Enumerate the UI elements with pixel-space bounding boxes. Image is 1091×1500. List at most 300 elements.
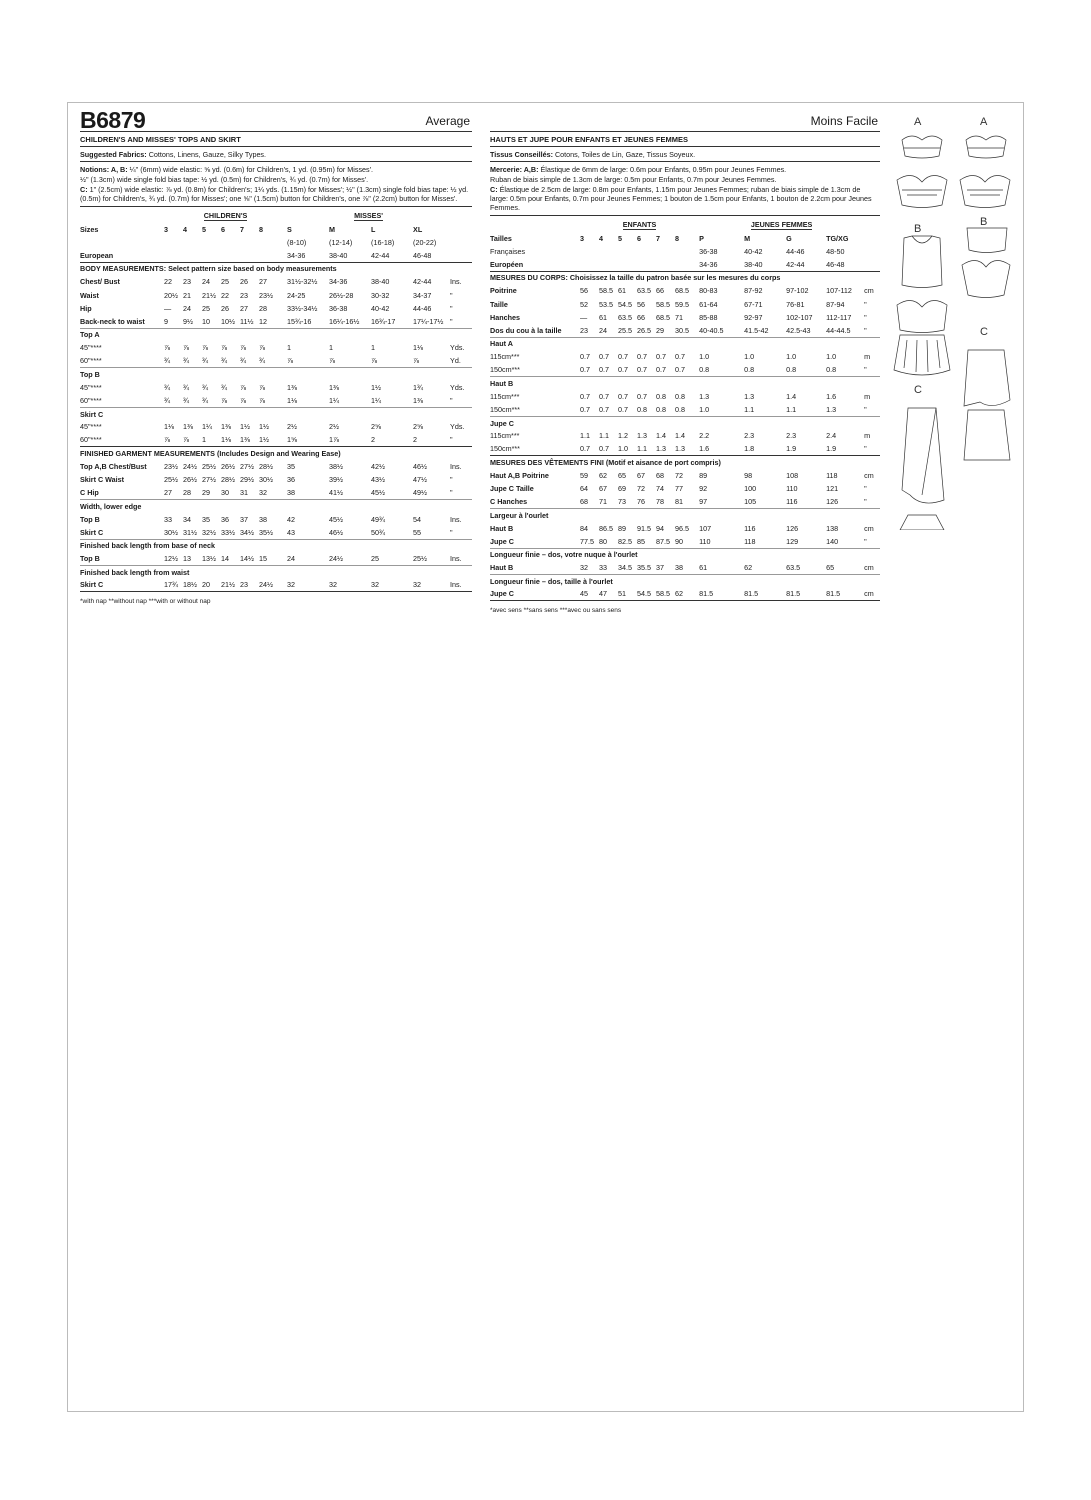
table-row (490, 416, 880, 429)
table-cell: 86.5 (599, 523, 613, 533)
english-header (80, 106, 472, 132)
table-cell: " (864, 325, 867, 335)
table-cell: ⅞ (259, 343, 265, 353)
table-cell: cm (864, 286, 874, 296)
label-b-1: B (914, 223, 922, 235)
table-cell: 2½ (329, 422, 340, 432)
table-cell: 59.5 (675, 299, 689, 309)
table-cell: 30.5 (675, 325, 689, 335)
table-cell: 30 (221, 488, 229, 498)
label-c-1: C (980, 326, 988, 338)
table-cell: 8 (675, 233, 679, 243)
mercerie (490, 165, 880, 216)
table-cell: Yds. (450, 422, 465, 432)
table-row (80, 275, 472, 288)
table-cell: 1.1 (580, 431, 590, 441)
table-cell: ⅞ (240, 382, 246, 392)
table-row (80, 302, 472, 315)
table-cell (599, 245, 618, 258)
table-cell: 11½ (240, 316, 254, 326)
table-cell: 0.7 (580, 444, 590, 454)
table-cell: cm (864, 563, 874, 573)
section-heading: BODY MEASUREMENTS: Select pattern size based on body measurements (80, 262, 472, 275)
row-label: 60"**** (80, 395, 102, 405)
table-cell: " (450, 290, 453, 300)
table-cell: (16-18) (371, 237, 395, 247)
subsection-heading: Haut A (490, 337, 880, 350)
table-cell (580, 258, 599, 271)
table-cell: 2⅝ (371, 422, 382, 432)
table-cell: " (864, 444, 867, 454)
table-cell: 29½ (240, 475, 254, 485)
table-cell: ⅞ (259, 382, 265, 392)
row-label: Back-neck to waist (80, 316, 145, 326)
table-cell: ¾ (202, 382, 208, 392)
table-cell: 0.8 (675, 404, 685, 414)
table-cell: ¾ (202, 395, 208, 405)
table-cell: " (864, 484, 867, 494)
row-label: 60"**** (80, 435, 102, 445)
table-cell: 31½-32½ (287, 277, 318, 287)
table-cell: 81.5 (699, 588, 744, 601)
table-cell: 1½ (240, 422, 250, 432)
table-cell: 1.3 (826, 404, 837, 414)
table-row (80, 552, 472, 565)
table-cell: 90 (675, 536, 683, 546)
table-cell: 17¼-17½ (413, 316, 444, 326)
view-b-tie-top-back-illustration (960, 175, 1010, 207)
table-cell: 54.5 (637, 588, 656, 601)
notions-c-text: 1" (2.5cm) wide elastic: ⅞ yd. (0.8m) for Children's; 1¼ yds. (1.15m) for Misses'; ½" (1.3cm) single fold bias tape: ½ yd. (0.5m) for Children's, ¾ yd. (0.7m) for Misses'; one ⅝" (1.5cm) button for Children's, one ⅞" (2.2cm) button for Misses'. (80, 185, 469, 204)
table-cell (450, 223, 472, 236)
table-cell: — (580, 312, 588, 322)
notions-line-1: ¼" (6mm) wide elastic: ⅝ yd. (0.6m) for Children's, 1 yd. (0.95m) for Misses'. (129, 165, 374, 175)
table-row (490, 495, 880, 508)
table-cell: 1.1 (786, 404, 797, 414)
subsection-heading: Top A (80, 328, 472, 341)
table-cell: m (864, 431, 871, 441)
table-cell: 85-88 (699, 312, 718, 322)
table-cell: 0.7 (618, 352, 628, 362)
row-label (80, 236, 164, 249)
table-row (80, 565, 472, 578)
table-cell: 56 (580, 286, 588, 296)
difficulty-level: Average (425, 114, 470, 128)
row-label: 60"**** (80, 356, 102, 366)
table-cell: 24-25 (287, 290, 306, 300)
table-cell: " (450, 488, 453, 498)
table-cell: 46½ (329, 527, 344, 537)
table-cell: " (450, 316, 453, 326)
table-cell: 6 (221, 224, 225, 234)
table-cell: 2.3 (786, 431, 797, 441)
table-cell: XL (413, 224, 423, 234)
table-cell: 1.0 (618, 444, 628, 454)
table-cell (580, 245, 599, 258)
table-cell: 32 (371, 579, 413, 592)
table-cell: " (864, 365, 867, 375)
table-cell: 37 (656, 563, 664, 573)
subsection-heading: Finished back length from waist (80, 565, 472, 578)
table-cell (202, 236, 221, 249)
table-cell: 40-42 (371, 303, 390, 313)
table-cell: 10 (202, 316, 210, 326)
table-cell: 14 (221, 554, 229, 564)
table-cell: G (786, 233, 792, 243)
table-cell: 40-42 (744, 246, 763, 256)
table-cell: 121 (826, 484, 839, 494)
table-cell: 77.5 (580, 536, 594, 546)
table-cell: 71 (599, 497, 607, 507)
table-cell (637, 258, 656, 271)
table-row (80, 513, 472, 526)
table-row (80, 500, 472, 513)
table-cell: 45½ (371, 488, 386, 498)
table-cell: 0.8 (826, 365, 837, 375)
table-cell: 0.7 (599, 404, 609, 414)
table-cell: 1.0 (699, 352, 710, 362)
table-cell: 1.9 (826, 444, 837, 454)
table-cell (202, 249, 221, 262)
table-cell: 8 (259, 224, 263, 234)
table-cell: 24½ (259, 579, 287, 592)
table-cell: 21½ (221, 579, 240, 592)
fabrics-label: Suggested Fabrics: (80, 150, 147, 160)
row-label: 45"**** (80, 343, 102, 353)
table-cell: 107-112 (826, 286, 852, 296)
table-cell: 0.7 (580, 365, 590, 375)
table-row (80, 341, 472, 354)
table-cell: 1.4 (786, 391, 797, 401)
table-cell: 67 (637, 471, 645, 481)
table-cell: 0.8 (744, 365, 755, 375)
table-cell: 48-50 (826, 246, 845, 256)
table-cell: 2.3 (744, 431, 755, 441)
table-cell (183, 236, 202, 249)
table-cell: ¾ (164, 382, 170, 392)
table-cell: 25 (202, 303, 210, 313)
table-cell: 26 (240, 277, 248, 287)
table-row (80, 223, 472, 236)
table-cell: M (744, 233, 751, 243)
table-cell: 126 (826, 497, 839, 507)
table-cell: Yds. (450, 343, 465, 353)
table-cell: 78 (656, 497, 664, 507)
table-cell: 0.7 (580, 404, 590, 414)
table-cell: 94 (656, 523, 664, 533)
table-cell: 47½ (413, 475, 428, 485)
label-b-2: B (980, 216, 988, 228)
table-cell: 68.5 (675, 286, 689, 296)
fabrics-text: Cottons, Linens, Gauze, Silky Types. (148, 150, 267, 160)
table-cell: 61 (699, 563, 708, 573)
table-cell: 1.3 (699, 391, 710, 401)
table-cell: 36-38 (329, 303, 348, 313)
table-cell: 28 (259, 303, 267, 313)
table-cell: 46½ (413, 462, 428, 472)
table-cell: 1⅜ (329, 382, 340, 392)
table-cell: " (450, 475, 453, 485)
table-cell: 38 (675, 563, 683, 573)
table-cell: 1½ (259, 422, 269, 432)
table-cell: 80-83 (699, 286, 718, 296)
table-cell: 102-107 (786, 312, 813, 322)
table-cell: 35 (287, 462, 296, 472)
children-group-label: ENFANTS (622, 219, 657, 229)
table-cell: 27½ (202, 475, 216, 485)
table-cell (221, 249, 240, 262)
row-label: Hip (80, 303, 92, 313)
table-cell: ⅞ (240, 395, 246, 405)
table-row (490, 271, 880, 284)
french-group-header (490, 218, 880, 231)
table-cell: 97 (699, 497, 708, 507)
table-cell: 32 (580, 563, 588, 573)
table-cell: 41½ (329, 488, 344, 498)
section-heading: MESURES DES VÊTEMENTS FINI (Motif et aisance de port compris) (490, 456, 880, 469)
table-cell: ⅞ (240, 343, 246, 353)
table-cell: 42 (287, 514, 296, 524)
table-row (80, 407, 472, 420)
table-cell: ⅞ (202, 343, 208, 353)
table-cell: 59 (580, 471, 588, 481)
table-cell: ⅞ (329, 356, 336, 366)
view-c-wrap-skirt-small-illustration (964, 326, 1010, 460)
row-label: Dos du cou à la taille (490, 325, 562, 335)
table-cell: 129 (786, 536, 799, 546)
mercerie-line-1: Élastique de 6mm de large: 0.6m pour Enfants, 0.95m pour Jeunes Femmes. (540, 165, 787, 175)
table-cell: " (864, 299, 867, 309)
table-cell: 1⅝ (287, 435, 298, 445)
table-cell: 100 (744, 484, 757, 494)
table-cell: 2.4 (826, 431, 837, 441)
table-cell: 51 (618, 588, 637, 601)
table-row (490, 350, 880, 363)
table-cell: 54 (413, 514, 422, 524)
subsection-heading: Haut B (490, 377, 880, 390)
table-cell (259, 249, 287, 262)
subsection-heading: Longueur finie – dos, taille à l'ourlet (490, 574, 880, 587)
table-cell: 18½ (183, 579, 202, 592)
table-cell: 7 (240, 224, 244, 234)
table-cell: 44-46 (786, 246, 805, 256)
table-cell: 5 (202, 224, 206, 234)
table-cell: 1⅜ (183, 422, 193, 432)
table-cell: 89 (618, 523, 626, 533)
row-label: Waist (80, 290, 99, 300)
table-cell: 33½-34½ (287, 303, 318, 313)
table-cell: ⅞ (183, 343, 189, 353)
table-cell: 118 (744, 536, 756, 546)
subsection-heading: Jupe C (490, 416, 880, 429)
table-cell: (8-10) (287, 237, 307, 247)
table-cell (599, 258, 618, 271)
section-heading: FINISHED GARMENT MEASUREMENTS (Includes Design and Wearing Ease) (80, 447, 472, 460)
table-cell: Ins. (450, 554, 462, 564)
row-label: 115cm*** (490, 391, 520, 401)
notions-c-label: C: (80, 185, 88, 195)
table-cell: 23½ (259, 290, 273, 300)
row-label: 150cm*** (490, 444, 520, 454)
table-cell: ¾ (164, 395, 170, 405)
table-cell: 23 (240, 579, 259, 592)
table-cell: 35½ (259, 527, 273, 537)
table-row (80, 579, 472, 592)
table-cell: 68 (656, 471, 664, 481)
table-cell: 17¾ (164, 579, 183, 592)
table-cell: ⅞ (287, 356, 294, 366)
table-cell: 81.5 (826, 588, 864, 601)
table-cell: 32 (413, 579, 450, 592)
french-header (490, 106, 880, 132)
table-cell: 68 (580, 497, 588, 507)
table-row (80, 315, 472, 328)
table-cell: 1⅛ (413, 343, 424, 353)
table-row (490, 311, 880, 324)
subsection-heading: Skirt C (80, 407, 472, 420)
english-section (80, 106, 472, 606)
table-cell: 20 (202, 579, 221, 592)
table-cell: 1 (371, 343, 376, 353)
table-cell: 92-97 (744, 312, 763, 322)
table-cell: m (864, 391, 871, 401)
table-row (80, 328, 472, 341)
mercerie-line-2: Ruban de biais simple de 1.3cm de large: 0.5m pour Enfants, 0.7m pour Jeunes Femmes. (490, 175, 777, 185)
table-cell: 63.5 (786, 563, 801, 573)
table-cell: ¾ (240, 356, 246, 366)
table-cell: 0.8 (656, 404, 666, 414)
table-row (80, 262, 472, 275)
table-cell: " (450, 527, 453, 537)
table-row (490, 443, 880, 456)
row-label: Hanches (490, 312, 520, 322)
table-cell: 34.5 (618, 563, 632, 573)
table-cell: 110 (786, 484, 798, 494)
table-cell: 34-36 (287, 250, 306, 260)
table-cell: 10½ (221, 316, 235, 326)
table-cell: " (864, 312, 867, 322)
table-cell: 89 (699, 471, 708, 481)
table-cell: 29 (656, 325, 664, 335)
table-cell: 0.7 (637, 365, 647, 375)
subsection-heading: Finished back length from base of neck (80, 539, 472, 552)
table-cell: 32 (329, 579, 371, 592)
table-cell: 46-48 (826, 259, 845, 269)
table-cell: " (450, 435, 453, 445)
table-row (80, 539, 472, 552)
table-cell: 76 (637, 497, 645, 507)
tissus-conseilles (490, 150, 880, 162)
table-cell: 35.5 (637, 563, 651, 573)
table-cell: 38-40 (371, 277, 390, 287)
table-cell: 0.7 (599, 444, 609, 454)
table-cell: 1.3 (675, 444, 685, 454)
view-a-back-illustration (966, 116, 1006, 158)
table-row (490, 429, 880, 442)
table-cell: 33 (599, 563, 607, 573)
table-cell (164, 249, 183, 262)
table-row (490, 574, 880, 587)
table-cell: " (864, 497, 867, 507)
table-row (490, 535, 880, 548)
table-cell: 1.2 (618, 431, 628, 441)
table-cell: 0.8 (675, 391, 685, 401)
table-cell (637, 245, 656, 258)
table-cell: 72 (637, 484, 645, 494)
suggested-fabrics (80, 150, 472, 162)
table-cell: 34-36 (699, 259, 718, 269)
table-cell: ¾ (183, 382, 189, 392)
table-cell: 0.7 (675, 365, 685, 375)
table-cell: 31½ (183, 527, 197, 537)
table-cell: Ins. (450, 462, 462, 472)
table-cell: 24 (599, 325, 607, 335)
row-label: Sizes (80, 224, 99, 234)
pattern-number: B6879 (80, 107, 146, 133)
table-cell: 21½ (202, 290, 216, 300)
table-cell: 42½ (371, 462, 386, 472)
table-cell (240, 249, 259, 262)
table-cell: 76-81 (786, 299, 805, 309)
table-cell: Ins. (450, 514, 462, 524)
table-cell: 44-46 (413, 303, 432, 313)
table-row (490, 390, 880, 403)
table-cell: 69 (618, 484, 626, 494)
table-cell: 25½ (202, 462, 216, 472)
table-cell: 80 (599, 536, 607, 546)
table-cell (450, 236, 472, 249)
table-cell: ⅞ (183, 435, 189, 445)
table-row (80, 526, 472, 539)
table-cell: 110 (699, 536, 711, 546)
table-cell: 87.5 (656, 536, 670, 546)
table-cell: cm (864, 523, 874, 533)
table-cell: 92 (699, 484, 708, 494)
table-cell: " (450, 303, 453, 313)
table-cell (656, 245, 675, 258)
misses-group-label: JEUNES FEMMES (750, 219, 813, 229)
french-footnote: *avec sens **sans sens ***avec ou sans sens (490, 607, 622, 615)
row-label: Taille (490, 299, 508, 309)
table-row (490, 232, 880, 245)
notions-label: Notions: A, B: (80, 165, 128, 175)
table-cell (240, 236, 259, 249)
row-label: C Hanches (490, 497, 528, 507)
label-a-2: A (980, 116, 988, 128)
row-label: Skirt C (80, 527, 104, 537)
row-label: Haut B (490, 523, 514, 533)
table-cell: 54.5 (618, 299, 632, 309)
row-label: Jupe C Taille (490, 484, 534, 494)
table-cell: 1½ (371, 382, 382, 392)
section-heading: MESURES DU CORPS: Choisissez la taille du patron basée sur les mesures du corps (490, 271, 880, 284)
table-cell: 1⅛ (287, 395, 298, 405)
table-cell: 24½ (329, 554, 344, 564)
table-row (80, 420, 472, 433)
table-cell: 81 (675, 497, 683, 507)
table-cell: 25.5 (618, 325, 632, 335)
row-label: Tailles (490, 233, 512, 243)
table-cell: 0.8 (699, 365, 710, 375)
table-cell (864, 245, 880, 258)
table-cell: 32 (287, 579, 329, 592)
table-cell: 22 (221, 290, 229, 300)
table-cell: S (287, 224, 292, 234)
table-row (80, 249, 472, 262)
table-cell: ¾ (202, 356, 208, 366)
row-label: Top B (80, 514, 100, 524)
table-cell: 1 (287, 343, 292, 353)
